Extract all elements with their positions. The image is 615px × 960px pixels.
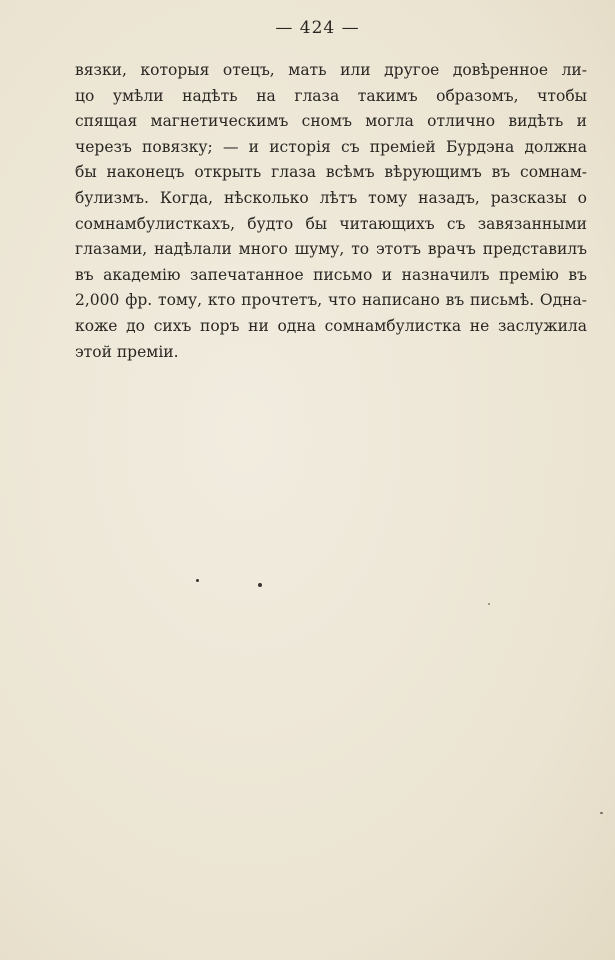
text-line: булизмъ. Когда, нѣсколько лѣтъ тому назадъ, разсказы о <box>75 188 587 207</box>
text-line: 2,000 фр. тому, кто прочтетъ, что написано въ письмѣ. Одна- <box>75 291 587 310</box>
ink-speck <box>488 603 490 605</box>
text-line: цо умѣли надѣть на глаза такимъ образомъ, чтобы <box>75 86 587 105</box>
text-line: сомнамбулисткахъ, будто бы читающихъ съ завязанными <box>75 214 587 233</box>
text-line: вязки, которыя отецъ, мать или другое довѣренное ли- <box>75 61 587 79</box>
text-line: спящая магнетическимъ сномъ могла отлично видѣть и <box>75 112 587 131</box>
text-line: бы наконецъ открыть глаза всѣмъ вѣрующимъ въ сомнам- <box>75 163 587 182</box>
text-line: коже до сихъ поръ ни одна сомнамбулистка не заслужила <box>75 316 587 335</box>
text-line-last: этой преміи. <box>75 342 179 361</box>
show-through-texture <box>60 330 580 730</box>
text-line: въ академію запечатанное письмо и назначилъ премію въ <box>75 265 587 284</box>
ink-speck <box>600 812 603 814</box>
text-line: черезъ повязку; — и исторія съ преміей Бурдэна должна <box>75 137 587 156</box>
ink-speck <box>196 579 199 582</box>
ink-speck <box>258 583 262 587</box>
body-text <box>75 58 587 365</box>
text-line: глазами, надѣлали много шуму, то этотъ врачъ представилъ <box>75 240 587 259</box>
page-number: — 424 — <box>275 18 360 38</box>
